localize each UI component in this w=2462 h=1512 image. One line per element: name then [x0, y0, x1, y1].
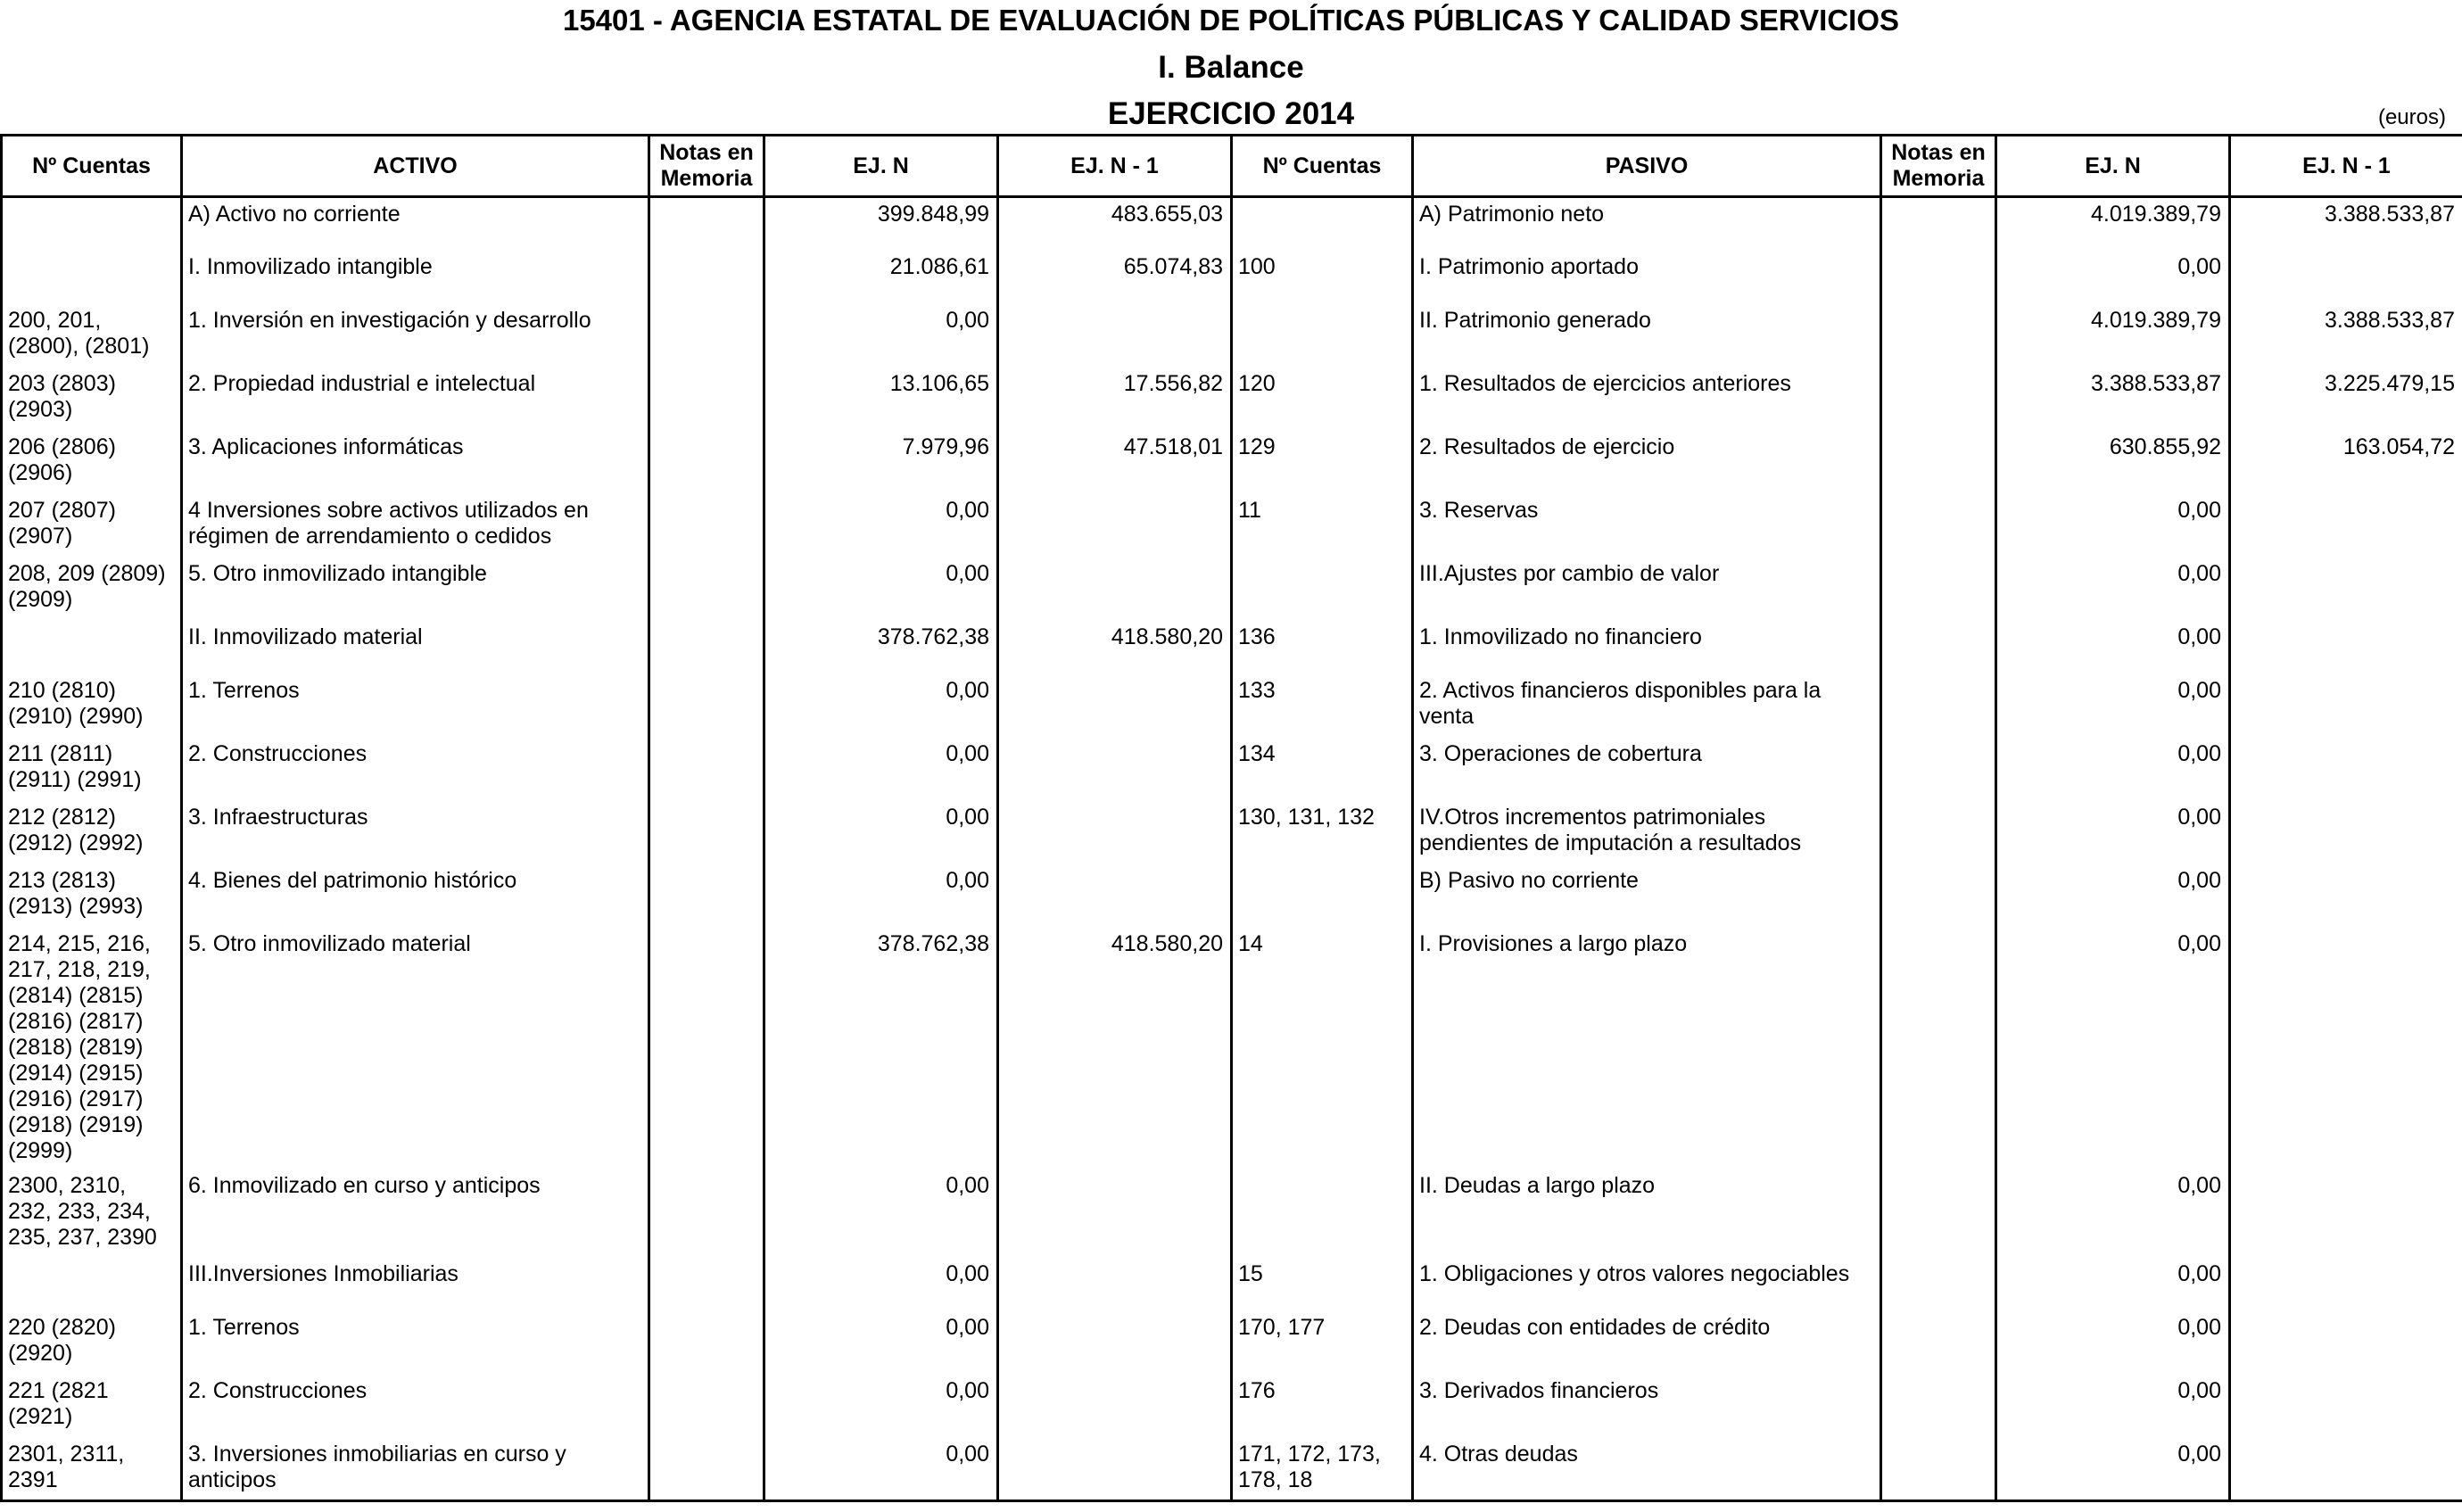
cell-notas-pasivo: [1881, 431, 1996, 494]
cell-pasivo-concepto: 1. Obligaciones y otros valores negociables: [1413, 1258, 1881, 1311]
cell-pasivo-concepto: 3. Derivados financieros: [1413, 1375, 1881, 1438]
cell-pasivo-ejn: 4.019.389,79: [1996, 304, 2230, 368]
cell-cuentas-activo: [2, 251, 182, 304]
cell-pasivo-concepto: II. Deudas a largo plazo: [1413, 1169, 1881, 1258]
cell-notas-activo: [649, 1311, 764, 1375]
cell-notas-pasivo: [1881, 864, 1996, 928]
cell-cuentas-activo: 212 (2812) (2912) (2992): [2, 801, 182, 864]
col-header-ejn1-activo: EJ. N - 1: [998, 136, 1232, 197]
cell-cuentas-pasivo: [1232, 304, 1413, 368]
cell-activo-concepto: II. Inmovilizado material: [182, 621, 649, 674]
cell-pasivo-ejn: 0,00: [1996, 801, 2230, 864]
cell-notas-activo: [649, 431, 764, 494]
cell-notas-pasivo: [1881, 1258, 1996, 1311]
cell-activo-ejn1: 47.518,01: [998, 431, 1232, 494]
cell-notas-activo: [649, 738, 764, 801]
cell-pasivo-ejn1: [2230, 1258, 2462, 1311]
cell-pasivo-concepto: II. Patrimonio generado: [1413, 304, 1881, 368]
cell-activo-ejn1: [998, 304, 1232, 368]
cell-pasivo-ejn: 0,00: [1996, 558, 2230, 621]
cell-pasivo-ejn: 0,00: [1996, 1375, 2230, 1438]
cell-cuentas-activo: 2300, 2310, 232, 233, 234, 235, 237, 2390: [2, 1169, 182, 1258]
cell-activo-ejn1: [998, 1258, 1232, 1311]
table-row: [2, 928, 2462, 1169]
cell-notas-pasivo: [1881, 197, 1996, 251]
cell-activo-ejn: 0,00: [764, 558, 998, 621]
col-header-cuentas-activo: Nº Cuentas: [2, 136, 182, 197]
balance-table: [0, 134, 2462, 1502]
cell-notas-pasivo: [1881, 251, 1996, 304]
cell-cuentas-pasivo: 171, 172, 173, 178, 18: [1232, 1438, 1413, 1501]
cell-cuentas-pasivo: 100: [1232, 251, 1413, 304]
cell-cuentas-activo: 207 (2807) (2907): [2, 494, 182, 558]
table-row: [2, 1438, 2462, 1501]
cell-activo-concepto: 2. Propiedad industrial e intelectual: [182, 368, 649, 431]
cell-activo-ejn1: [998, 1375, 1232, 1438]
cell-cuentas-activo: 200, 201, (2800), (2801): [2, 304, 182, 368]
cell-pasivo-ejn1: [2230, 864, 2462, 928]
cell-pasivo-ejn1: [2230, 1311, 2462, 1375]
cell-activo-ejn1: [998, 674, 1232, 738]
cell-pasivo-ejn1: [2230, 674, 2462, 738]
cell-activo-ejn: 0,00: [764, 674, 998, 738]
cell-pasivo-ejn1: [2230, 621, 2462, 674]
cell-pasivo-ejn: 0,00: [1996, 1311, 2230, 1375]
cell-pasivo-ejn: 0,00: [1996, 251, 2230, 304]
col-header-ejn-activo: EJ. N: [764, 136, 998, 197]
cell-activo-ejn1: 418.580,20: [998, 621, 1232, 674]
cell-pasivo-ejn1: [2230, 494, 2462, 558]
cell-pasivo-ejn1: [2230, 801, 2462, 864]
cell-notas-pasivo: [1881, 368, 1996, 431]
cell-notas-pasivo: [1881, 1169, 1996, 1258]
cell-pasivo-ejn1: [2230, 1375, 2462, 1438]
page-title: 15401 - AGENCIA ESTATAL DE EVALUACIÓN DE POLÍTICAS PÚBLICAS Y CALIDAD SERVICIOS: [562, 4, 1900, 37]
cell-pasivo-ejn1: [2230, 738, 2462, 801]
cell-activo-ejn: 378.762,38: [764, 621, 998, 674]
col-header-notas-activo: Notas en Memoria: [649, 136, 764, 197]
cell-cuentas-pasivo: 129: [1232, 431, 1413, 494]
cell-pasivo-concepto: 2. Deudas con entidades de crédito: [1413, 1311, 1881, 1375]
cell-pasivo-concepto: I. Patrimonio aportado: [1413, 251, 1881, 304]
table-row: [2, 738, 2462, 801]
col-header-pasivo: PASIVO: [1413, 136, 1881, 197]
cell-notas-activo: [649, 801, 764, 864]
cell-activo-ejn1: [998, 801, 1232, 864]
cell-pasivo-concepto: IV.Otros incrementos patrimoniales pendientes de imputación a resultados: [1413, 801, 1881, 864]
cell-activo-ejn: 0,00: [764, 1311, 998, 1375]
cell-pasivo-ejn: 0,00: [1996, 738, 2230, 801]
col-header-cuentas-pasivo: Nº Cuentas: [1232, 136, 1413, 197]
cell-cuentas-activo: [2, 1258, 182, 1311]
cell-cuentas-activo: [2, 197, 182, 251]
cell-pasivo-concepto: A) Patrimonio neto: [1413, 197, 1881, 251]
table-row: [2, 801, 2462, 864]
cell-activo-ejn1: [998, 1311, 1232, 1375]
table-row: [2, 1258, 2462, 1311]
cell-cuentas-pasivo: [1232, 558, 1413, 621]
cell-activo-ejn1: [998, 1169, 1232, 1258]
cell-pasivo-ejn: 0,00: [1996, 1169, 2230, 1258]
cell-cuentas-activo: 203 (2803) (2903): [2, 368, 182, 431]
cell-pasivo-ejn: 3.388.533,87: [1996, 368, 2230, 431]
cell-pasivo-ejn: 630.855,92: [1996, 431, 2230, 494]
cell-pasivo-concepto: I. Provisiones a largo plazo: [1413, 928, 1881, 1169]
cell-notas-activo: [649, 494, 764, 558]
cell-notas-activo: [649, 1438, 764, 1501]
cell-activo-ejn: 0,00: [764, 801, 998, 864]
cell-cuentas-pasivo: 133: [1232, 674, 1413, 738]
col-header-activo: ACTIVO: [182, 136, 649, 197]
cell-pasivo-ejn: 0,00: [1996, 621, 2230, 674]
table-row: [2, 197, 2462, 251]
cell-activo-ejn1: 65.074,83: [998, 251, 1232, 304]
cell-notas-activo: [649, 251, 764, 304]
cell-activo-concepto: I. Inmovilizado intangible: [182, 251, 649, 304]
cell-pasivo-concepto: 3. Operaciones de cobertura: [1413, 738, 1881, 801]
table-row: [2, 1169, 2462, 1258]
cell-activo-ejn1: [998, 558, 1232, 621]
table-row: [2, 494, 2462, 558]
cell-activo-ejn: 399.848,99: [764, 197, 998, 251]
cell-activo-ejn1: 17.556,82: [998, 368, 1232, 431]
cell-notas-pasivo: [1881, 304, 1996, 368]
cell-pasivo-ejn: 0,00: [1996, 864, 2230, 928]
cell-pasivo-ejn: 0,00: [1996, 674, 2230, 738]
cell-activo-ejn1: 483.655,03: [998, 197, 1232, 251]
cell-activo-concepto: 5. Otro inmovilizado intangible: [182, 558, 649, 621]
cell-pasivo-concepto: 3. Reservas: [1413, 494, 1881, 558]
cell-pasivo-ejn: 0,00: [1996, 494, 2230, 558]
col-header-notas-pasivo: Notas en Memoria: [1881, 136, 1996, 197]
cell-activo-ejn: 0,00: [764, 738, 998, 801]
cell-pasivo-ejn1: [2230, 1438, 2462, 1501]
fiscal-year-title: EJERCICIO 2014: [1107, 96, 1355, 131]
section-title: I. Balance: [1158, 50, 1304, 85]
cell-cuentas-activo: 210 (2810) (2910) (2990): [2, 674, 182, 738]
cell-activo-concepto: 2. Construcciones: [182, 1375, 649, 1438]
cell-pasivo-ejn1: [2230, 558, 2462, 621]
cell-cuentas-activo: 206 (2806) (2906): [2, 431, 182, 494]
cell-cuentas-activo: 214, 215, 216, 217, 218, 219, (2814) (2815) (2816) (2817) (2818) (2819) (2914) (2915) (2916) (2917) (2918) (2919) (2999): [2, 928, 182, 1169]
col-header-ejn-pasivo: EJ. N: [1996, 136, 2230, 197]
cell-activo-concepto: 1. Inversión en investigación y desarrollo: [182, 304, 649, 368]
cell-cuentas-pasivo: [1232, 864, 1413, 928]
cell-activo-ejn: 0,00: [764, 1169, 998, 1258]
table-row: [2, 251, 2462, 304]
cell-activo-ejn1: [998, 1438, 1232, 1501]
table-row: [2, 431, 2462, 494]
cell-notas-activo: [649, 1375, 764, 1438]
cell-cuentas-activo: [2, 621, 182, 674]
cell-pasivo-ejn1: 3.388.533,87: [2230, 197, 2462, 251]
cell-cuentas-pasivo: 136: [1232, 621, 1413, 674]
cell-activo-concepto: 1. Terrenos: [182, 674, 649, 738]
cell-activo-ejn: 7.979,96: [764, 431, 998, 494]
cell-cuentas-pasivo: 14: [1232, 928, 1413, 1169]
cell-activo-concepto: 4. Bienes del patrimonio histórico: [182, 864, 649, 928]
cell-pasivo-ejn1: 3.388.533,87: [2230, 304, 2462, 368]
cell-notas-pasivo: [1881, 558, 1996, 621]
cell-notas-activo: [649, 928, 764, 1169]
cell-activo-ejn: 0,00: [764, 1258, 998, 1311]
cell-cuentas-pasivo: 134: [1232, 738, 1413, 801]
cell-activo-ejn1: 418.580,20: [998, 928, 1232, 1169]
cell-cuentas-pasivo: 120: [1232, 368, 1413, 431]
cell-pasivo-ejn: 0,00: [1996, 928, 2230, 1169]
table-row: [2, 621, 2462, 674]
cell-activo-concepto: 1. Terrenos: [182, 1311, 649, 1375]
table-row: [2, 368, 2462, 431]
cell-cuentas-pasivo: 176: [1232, 1375, 1413, 1438]
cell-cuentas-pasivo: 170, 177: [1232, 1311, 1413, 1375]
cell-pasivo-concepto: 2. Activos financieros disponibles para la venta: [1413, 674, 1881, 738]
cell-activo-concepto: 4 Inversiones sobre activos utilizados en régimen de arrendamiento o cedidos: [182, 494, 649, 558]
cell-notas-activo: [649, 558, 764, 621]
cell-notas-pasivo: [1881, 621, 1996, 674]
cell-notas-pasivo: [1881, 928, 1996, 1169]
cell-activo-concepto: 3. Infraestructuras: [182, 801, 649, 864]
cell-notas-pasivo: [1881, 1375, 1996, 1438]
cell-pasivo-concepto: 2. Resultados de ejercicio: [1413, 431, 1881, 494]
cell-pasivo-ejn1: [2230, 251, 2462, 304]
cell-cuentas-pasivo: 15: [1232, 1258, 1413, 1311]
cell-activo-concepto: 3. Aplicaciones informáticas: [182, 431, 649, 494]
cell-notas-activo: [649, 1258, 764, 1311]
cell-pasivo-ejn: 0,00: [1996, 1438, 2230, 1501]
cell-pasivo-ejn1: 163.054,72: [2230, 431, 2462, 494]
cell-activo-ejn1: [998, 864, 1232, 928]
cell-cuentas-activo: 208, 209 (2809) (2909): [2, 558, 182, 621]
cell-cuentas-pasivo: [1232, 197, 1413, 251]
cell-pasivo-concepto: 1. Resultados de ejercicios anteriores: [1413, 368, 1881, 431]
cell-cuentas-activo: 213 (2813) (2913) (2993): [2, 864, 182, 928]
cell-activo-concepto: 6. Inmovilizado en curso y anticipos: [182, 1169, 649, 1258]
cell-activo-ejn: 0,00: [764, 304, 998, 368]
col-header-ejn1-pasivo: EJ. N - 1: [2230, 136, 2462, 197]
table-header-row: [2, 136, 2462, 197]
cell-activo-ejn: 0,00: [764, 1375, 998, 1438]
cell-activo-ejn: 13.106,65: [764, 368, 998, 431]
cell-notas-activo: [649, 1169, 764, 1258]
cell-pasivo-ejn: 4.019.389,79: [1996, 197, 2230, 251]
cell-activo-ejn1: [998, 738, 1232, 801]
cell-notas-activo: [649, 621, 764, 674]
cell-pasivo-ejn1: 3.225.479,15: [2230, 368, 2462, 431]
table-row: [2, 864, 2462, 928]
cell-cuentas-activo: 221 (2821 (2921): [2, 1375, 182, 1438]
table-row: [2, 558, 2462, 621]
cell-notas-activo: [649, 674, 764, 738]
cell-notas-activo: [649, 368, 764, 431]
cell-notas-pasivo: [1881, 801, 1996, 864]
cell-pasivo-ejn1: [2230, 1169, 2462, 1258]
cell-notas-pasivo: [1881, 674, 1996, 738]
cell-activo-ejn: 0,00: [764, 864, 998, 928]
cell-cuentas-pasivo: 130, 131, 132: [1232, 801, 1413, 864]
cell-cuentas-activo: 220 (2820) (2920): [2, 1311, 182, 1375]
cell-activo-ejn1: [998, 494, 1232, 558]
cell-pasivo-concepto: 1. Inmovilizado no financiero: [1413, 621, 1881, 674]
cell-activo-concepto: 3. Inversiones inmobiliarias en curso y anticipos: [182, 1438, 649, 1501]
cell-activo-ejn: 378.762,38: [764, 928, 998, 1169]
cell-pasivo-concepto: III.Ajustes por cambio de valor: [1413, 558, 1881, 621]
cell-cuentas-pasivo: [1232, 1169, 1413, 1258]
cell-activo-concepto: III.Inversiones Inmobiliarias: [182, 1258, 649, 1311]
cell-pasivo-concepto: B) Pasivo no corriente: [1413, 864, 1881, 928]
table-row: [2, 1311, 2462, 1375]
table-row: [2, 1375, 2462, 1438]
currency-units-label: (euros): [2377, 105, 2446, 129]
table-row: [2, 304, 2462, 368]
cell-notas-pasivo: [1881, 494, 1996, 558]
cell-cuentas-activo: 2301, 2311, 2391: [2, 1438, 182, 1501]
cell-pasivo-ejn: 0,00: [1996, 1258, 2230, 1311]
cell-cuentas-activo: 211 (2811) (2911) (2991): [2, 738, 182, 801]
cell-notas-activo: [649, 304, 764, 368]
cell-notas-pasivo: [1881, 738, 1996, 801]
cell-notas-pasivo: [1881, 1438, 1996, 1501]
table-row: [2, 674, 2462, 738]
cell-pasivo-ejn1: [2230, 928, 2462, 1169]
cell-activo-concepto: 5. Otro inmovilizado material: [182, 928, 649, 1169]
cell-notas-activo: [649, 864, 764, 928]
cell-notas-activo: [649, 197, 764, 251]
cell-notas-pasivo: [1881, 1311, 1996, 1375]
cell-pasivo-concepto: 4. Otras deudas: [1413, 1438, 1881, 1501]
cell-activo-ejn: 0,00: [764, 1438, 998, 1501]
cell-activo-ejn: 21.086,61: [764, 251, 998, 304]
cell-activo-concepto: 2. Construcciones: [182, 738, 649, 801]
cell-cuentas-pasivo: 11: [1232, 494, 1413, 558]
cell-activo-concepto: A) Activo no corriente: [182, 197, 649, 251]
cell-activo-ejn: 0,00: [764, 494, 998, 558]
